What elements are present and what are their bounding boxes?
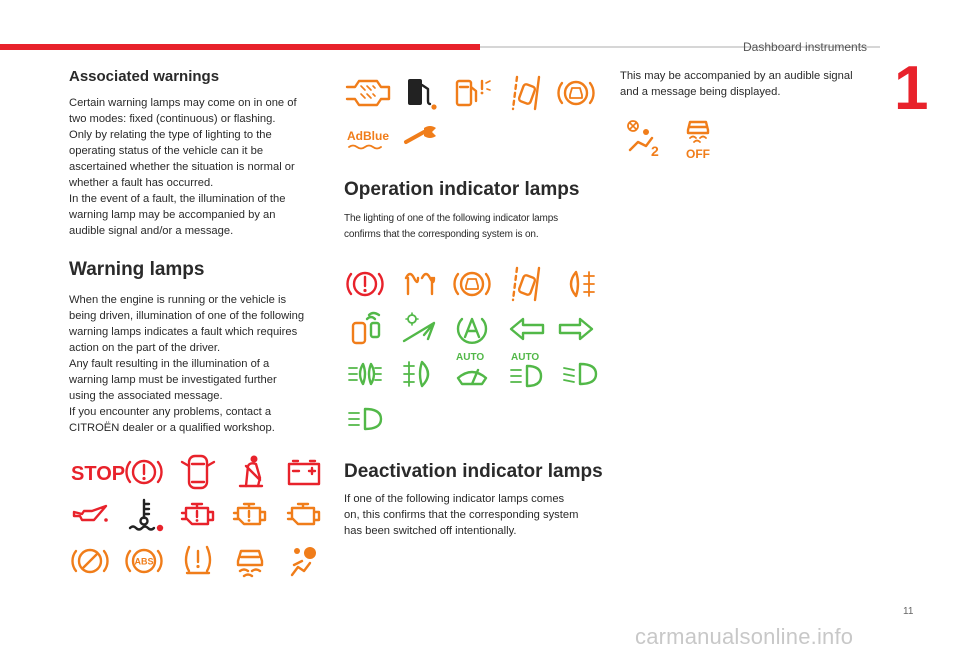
fuel-system-fault-icon (452, 73, 492, 113)
text-line: has been switched off intentionally. (344, 525, 517, 537)
engine-fault-red-icon (178, 496, 218, 536)
seatbelt-icon (230, 452, 270, 492)
associated-warnings-title: Associated warnings (69, 68, 220, 85)
svg-text:AdBlue: AdBlue (347, 129, 389, 143)
brake-warning-icon (124, 452, 164, 492)
deactivation-indicator-title: Deactivation indicator lamps (344, 461, 603, 482)
page-number: 11 (903, 606, 914, 617)
text-line: action on the part of the driver. (69, 342, 221, 354)
text-line: In the event of a fault, the illumination of the (69, 193, 286, 205)
collision-warning-icon (556, 73, 596, 113)
text-line: on, this confirms that the corresponding system (344, 509, 579, 521)
header-red-bar (0, 44, 480, 50)
rear-fog-lamp-icon (560, 264, 600, 304)
text-line: being driven, illumination of one of the following (69, 310, 305, 322)
text-line: When the engine is running or the vehicle is (69, 294, 287, 306)
text-line: ascertained whether the situation is normal or (69, 161, 295, 173)
svg-text:OFF: OFF (686, 147, 710, 161)
text-line: whether a fault has occurred. (69, 177, 214, 189)
associated-warnings-text (69, 95, 297, 239)
abs-icon (124, 541, 164, 581)
text-line: The lighting of one of the following indicator lamps (344, 213, 558, 224)
text-line: This may be accompanied by an audible signal (620, 70, 853, 82)
fuel-level-icon (402, 73, 442, 113)
diesel-preheating-icon (400, 264, 440, 304)
text-line: confirms that the corresponding system is on. (344, 228, 539, 240)
text-line: Certain warning lamps may come on in one of (69, 97, 297, 109)
dipped-beam-icon (560, 354, 600, 394)
chapter-number: 1 (894, 54, 929, 123)
airbag-icon (284, 541, 324, 581)
svg-text:STOP: STOP (71, 463, 126, 485)
text-line: Any fault resulting in the illumination of a (69, 358, 270, 370)
svg-text:AUTO: AUTO (511, 352, 540, 363)
operation-indicator-text (344, 211, 558, 242)
svg-text:AUTO: AUTO (456, 352, 485, 363)
text-line: Only by relating the type of lighting to the (69, 129, 272, 141)
particle-filter-icon (343, 73, 393, 113)
battery-icon (284, 452, 324, 492)
left-indicator-icon (507, 309, 547, 349)
coolant-temperature-icon (124, 496, 164, 536)
adblue-icon (343, 118, 393, 158)
auto-headlamps-icon (507, 348, 547, 388)
text-line: and a message being displayed. (620, 86, 781, 98)
collision-risk-icon (452, 264, 492, 304)
right-indicator-icon (556, 309, 596, 349)
parking-brake-icon (345, 264, 385, 304)
stability-control-icon (230, 541, 270, 581)
blind-spot-icon (345, 309, 385, 349)
text-line: CITROËN dealer or a qualified workshop. (69, 422, 275, 434)
lane-keeping-icon (507, 264, 547, 304)
right-column-text (620, 68, 853, 100)
deactivation-indicator-text (344, 491, 578, 539)
operation-indicator-title: Operation indicator lamps (344, 179, 580, 200)
passenger-airbag-off-icon (624, 118, 664, 158)
text-line: audible signal and/or a message. (69, 225, 234, 237)
service-wrench-icon (402, 118, 442, 158)
stability-control-off-icon (678, 116, 718, 161)
section-title: Dashboard instruments (743, 40, 868, 54)
text-line: warning lamp may be accompanied by an (69, 209, 276, 221)
text-line: operating status of the vehicle can it be (69, 145, 264, 157)
tyre-pressure-icon (178, 541, 218, 581)
door-open-icon (178, 452, 218, 492)
watermark: carmanualsonline.info (635, 624, 854, 649)
lane-departure-icon (507, 73, 547, 113)
stop-start-icon (452, 309, 492, 349)
main-beam-icon (345, 399, 385, 439)
auto-wipers-icon (452, 348, 492, 388)
stop-warning-icon (70, 452, 126, 492)
speed-limiter-icon (400, 309, 440, 349)
engine-management-icon (284, 496, 324, 536)
svg-text:2: 2 (651, 143, 659, 159)
text-line: warning lamp must be investigated further (69, 374, 277, 386)
front-fog-lamps-icon (345, 354, 385, 394)
text-line: If one of the following indicator lamps comes (344, 493, 565, 505)
engine-fault-orange-icon (230, 496, 270, 536)
text-line: If you encounter any problems, contact a (69, 406, 272, 418)
front-fog-lamp-icon (400, 354, 440, 394)
text-line: using the associated message. (69, 390, 223, 402)
oil-pressure-icon (70, 496, 110, 536)
braking-system-fault-icon (70, 541, 110, 581)
svg-text:ABS: ABS (134, 556, 154, 567)
text-line: two modes: fixed (continuous) or flashing. (69, 113, 276, 125)
warning-lamps-title: Warning lamps (69, 259, 205, 280)
warning-lamps-text (69, 292, 304, 436)
text-line: warning lamps indicates a fault which requires (69, 326, 298, 338)
